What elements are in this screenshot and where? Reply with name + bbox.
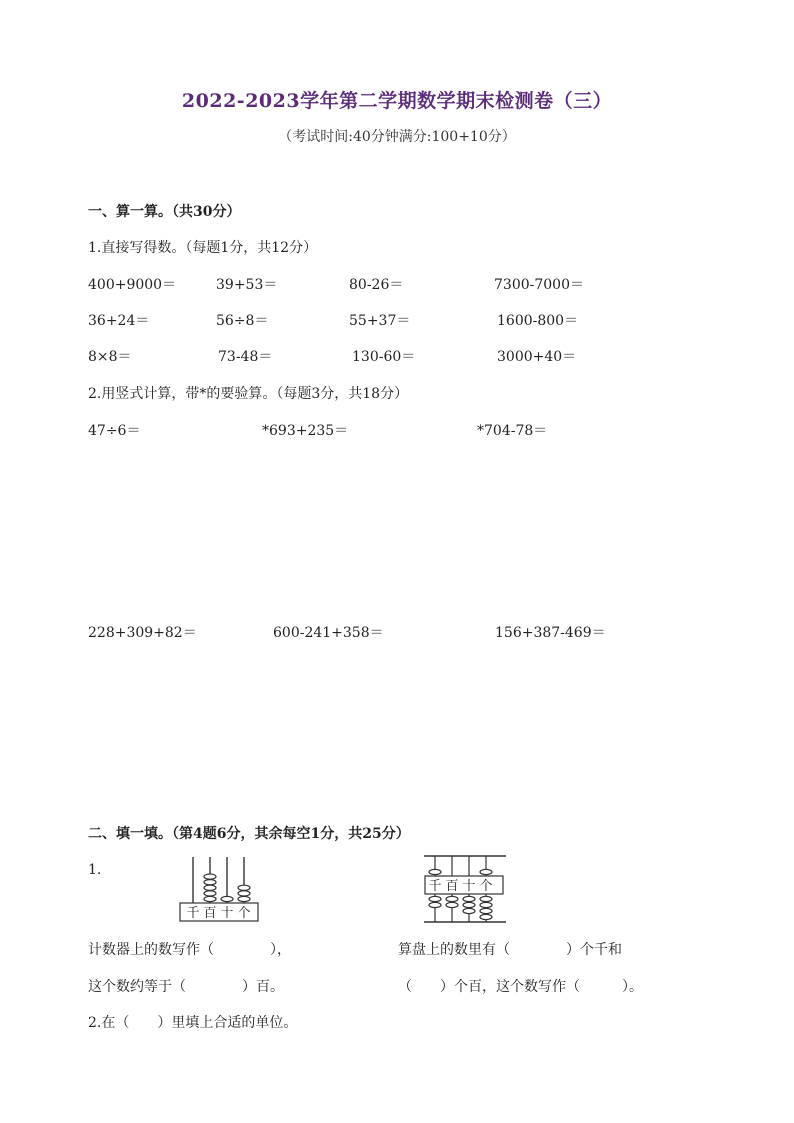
oral-item: 400+9000＝ <box>88 277 177 293</box>
counter-label-hundreds: 百 <box>203 906 217 921</box>
counter-label-thousands: 千 <box>186 906 200 921</box>
abacus-label-hundreds: 百 <box>445 879 459 894</box>
abacus-lower-bead <box>429 902 441 907</box>
abacus-lower-bead <box>446 896 458 901</box>
counter-bead <box>221 896 233 901</box>
abacus-question-line-1: 算盘上的数里有（ ）个千和 <box>398 942 622 958</box>
abacus-lower-bead <box>463 908 475 913</box>
abacus-lower-bead <box>480 914 492 919</box>
abacus-lower-bead <box>480 908 492 913</box>
abacus-label-ones: 个 <box>479 879 493 894</box>
oral-item: 36+24＝ <box>88 313 150 329</box>
question-2-2-prompt: 2.在（ ）里填上合适的单位。 <box>88 1015 298 1031</box>
counter-bead <box>238 891 250 896</box>
exam-info: （考试时间:40分钟满分:100+10分） <box>278 129 516 145</box>
abacus-label-thousands: 千 <box>428 879 442 894</box>
counter-question-line-1: 计数器上的数写作（ ）， <box>88 942 291 958</box>
abacus-image <box>422 852 508 926</box>
counter-bead <box>204 896 216 901</box>
counter-bead <box>204 874 216 879</box>
question-1-1-prompt: 1.直接写得数。（每题1分，共12分） <box>88 240 318 256</box>
counter-label-ones: 个 <box>237 906 251 921</box>
vertical-calc-item: 228+309+82＝ <box>88 625 197 641</box>
counter-bead <box>204 885 216 890</box>
section-2-heading: 二、填一填。（第4题6分，其余每空1分，共25分） <box>88 826 410 842</box>
oral-item: 55+37＝ <box>349 313 411 329</box>
page-title: 2022-2023学年第二学期数学期末检测卷（三） <box>181 90 613 112</box>
abacus-lower-bead <box>446 902 458 907</box>
abacus-upper-bead <box>429 869 441 874</box>
abacus-question-line-2: （ ）个百，这个数写作（ ）。 <box>398 979 643 995</box>
oral-item: 130-60＝ <box>352 349 416 365</box>
oral-item: 39+53＝ <box>216 277 278 293</box>
counter-bead <box>204 880 216 885</box>
counter-bead <box>204 891 216 896</box>
oral-item: 80-26＝ <box>349 277 404 293</box>
vertical-calc-item: *693+235＝ <box>262 423 349 439</box>
counting-frame-image <box>178 853 262 927</box>
counter-bead <box>238 896 250 901</box>
section-1-heading: 一、算一算。（共30分） <box>88 204 241 220</box>
abacus-upper-bead <box>480 869 492 874</box>
question-2-1-number: 1. <box>88 862 102 878</box>
oral-item: 7300-7000＝ <box>494 277 584 293</box>
abacus-lower-bead <box>429 896 441 901</box>
vertical-calc-item: 156+387-469＝ <box>495 625 606 641</box>
vertical-calc-item: *704-78＝ <box>477 423 548 439</box>
question-1-2-prompt: 2.用竖式计算，带*的要验算。（每题3分，共18分） <box>88 386 409 402</box>
abacus-lower-bead <box>480 902 492 907</box>
counter-bead <box>238 885 250 890</box>
vertical-calc-item: 600-241+358＝ <box>273 625 384 641</box>
oral-item: 8×8＝ <box>88 349 132 365</box>
abacus-lower-bead <box>463 896 475 901</box>
oral-item: 56÷8＝ <box>216 313 269 329</box>
abacus-lower-bead <box>463 902 475 907</box>
counter-question-line-2: 这个数约等于（ ）百。 <box>88 979 284 995</box>
abacus-lower-bead <box>480 896 492 901</box>
counter-label-tens: 十 <box>220 906 234 921</box>
oral-item: 3000+40＝ <box>497 349 577 365</box>
oral-item: 73-48＝ <box>218 349 273 365</box>
abacus-label-tens: 十 <box>462 879 476 894</box>
vertical-calc-item: 47÷6＝ <box>88 423 141 439</box>
oral-item: 1600-800＝ <box>497 313 579 329</box>
